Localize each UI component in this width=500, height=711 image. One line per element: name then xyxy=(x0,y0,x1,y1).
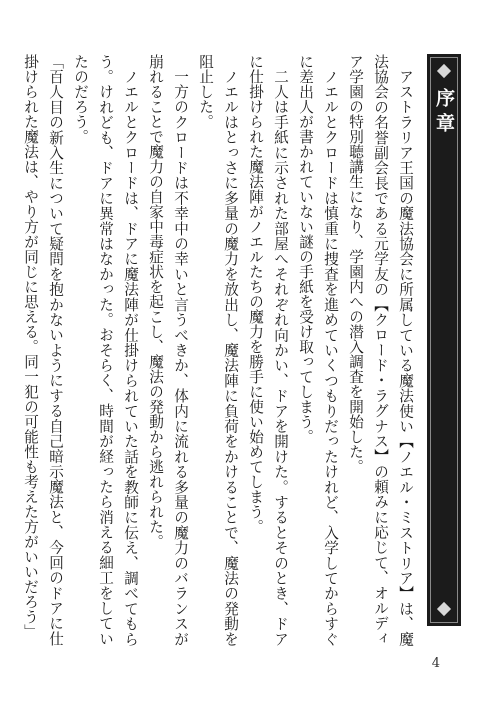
banner-frame xyxy=(430,57,458,623)
chapter-banner xyxy=(427,54,461,626)
paragraph: 一方のクロードは不幸中の幸いと言うべきか、体内に流れる多量の魔力のバランスが崩れることで魔力の自家中毒症状を起こし、魔法の発動から逃れられた。 xyxy=(147,54,189,646)
paragraph: 二人は手紙に示された部屋へそれぞれ向かい、ドアを開けた。するとそのとき、ドアに仕掛けられた魔法陣がノエルたちの魔力を勝手に使い始めてしまう。 xyxy=(247,54,289,646)
paragraph: ノエルとクロードは、ドアに魔法陣が仕掛けられていた話を教師に伝え、調べてもらう。けれども、ドアに異常はなかった。おそらく、時間が経ったら消える細工をしていたのだろう。 xyxy=(72,54,139,646)
chapter-title: 序章 xyxy=(433,88,455,138)
paragraph: 「百人目の新入生について疑問を抱かないようにする自己暗示魔法と、今回のドアに仕掛けられた魔法は、やり方が同じに思える。同一犯の可能性も考えた方がいいだろう」 xyxy=(22,54,64,646)
body-text xyxy=(22,54,418,646)
paragraph: アストラリア王国の魔法協会に所属している魔法使い【ノエル・ミストリア】は、魔法協会の名誉副会長である元学友の【クロード・ラグナス】の頼みに応じて、オルディア学園の特別聴講生になり、学園内への潜入調査を開始した。 xyxy=(347,54,414,646)
paragraph: ノエルとクロードは慎重に捜査を進めていくつもりだったけれど、入学してからすぐに差出人が書かれていない謎の手紙を受け取ってしまう。 xyxy=(297,54,339,646)
paragraph: ノエルはとっさに多量の魔力を放出し、魔法陣に負荷をかけることで、魔法の発動を阻止した。 xyxy=(197,54,239,646)
page-number: 4 xyxy=(431,656,440,671)
